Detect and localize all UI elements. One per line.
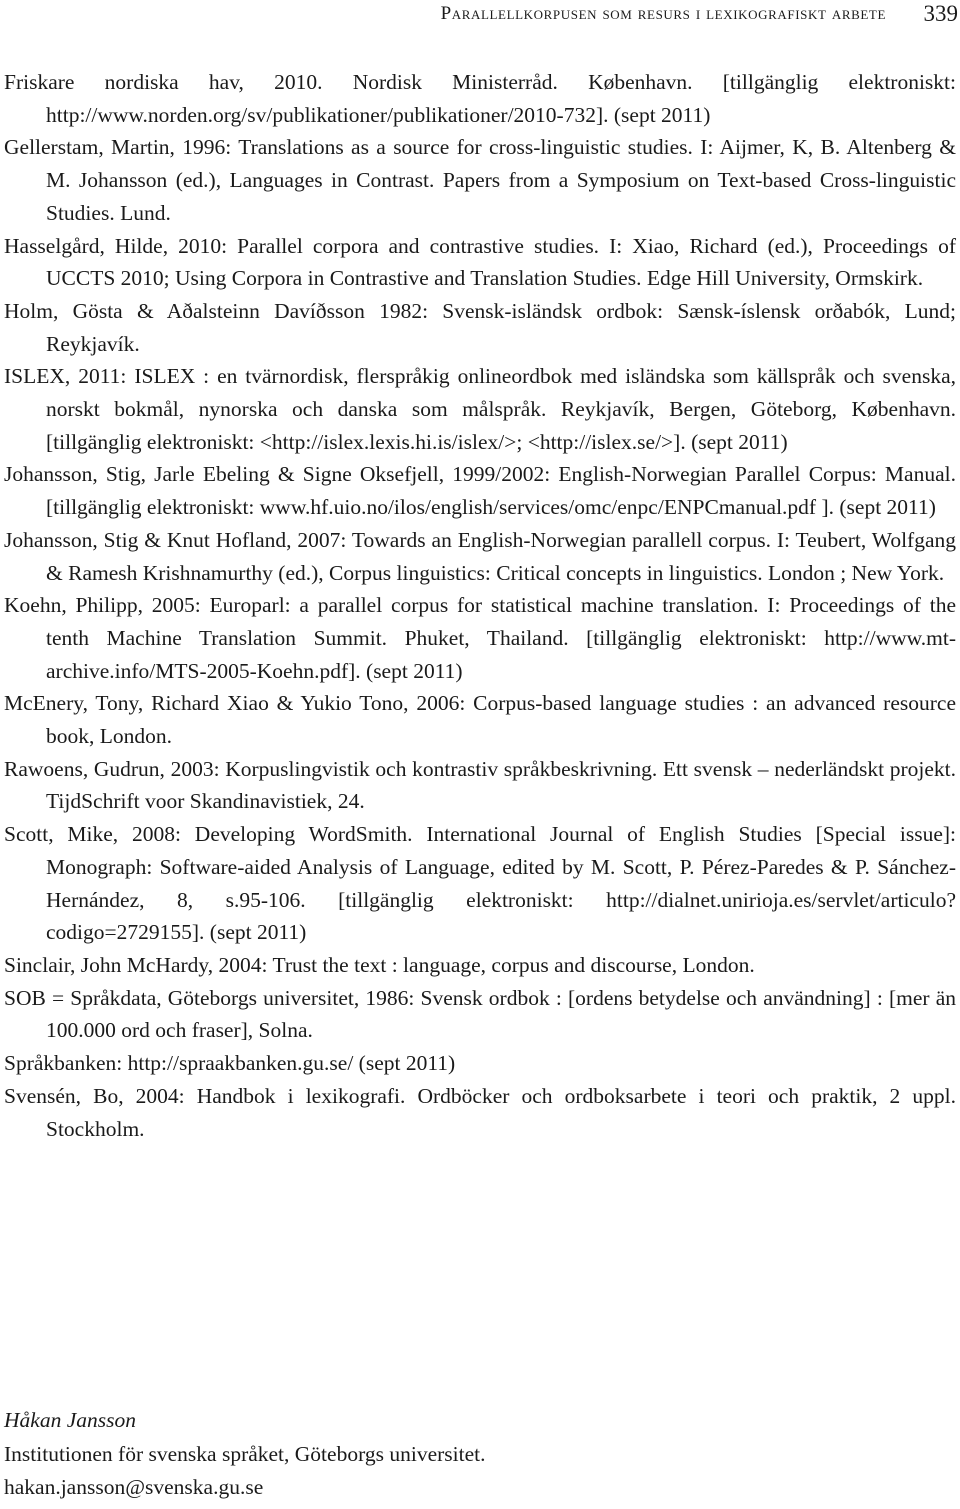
page-number: 339 (923, 1, 958, 26)
reference-list (4, 66, 956, 1145)
reference-entry: Holm, Gösta & Aðalsteinn Davíðsson 1982: Svensk-isländsk ordbok: Sænsk-íslensk orðabók, Lund; Reykjavík. (4, 298, 956, 356)
author-signature (4, 1404, 904, 1505)
reference-entry: SOB = Språkdata, Göteborgs universitet, 1986: Svensk ordbok : [ordens betydelse och användning] : [mer än 100.000 ord och fraser], Solna. (4, 985, 956, 1043)
reference-entry: ISLEX, 2011: ISLEX : en tvärnordisk, flerspråkig onlineordbok med isländska som källspråk och svenska, norskt bokmål, nynorska och danska som målspråk. Reykjavík, Bergen, Göteborg, København. [tillgänglig elektroniskt: <http://islex.lexis.hi.is/islex/>; <http://islex.se/>]. (sept 2011) (4, 364, 956, 454)
author-name: Håkan Jansson (4, 1408, 136, 1432)
reference-entry: Sinclair, John McHardy, 2004: Trust the text : language, corpus and discourse, London. (4, 952, 755, 977)
reference-entry: Svensén, Bo, 2004: Handbok i lexikografi. Ordböcker och ordboksarbete i teori och praktik, 2 uppl. Stockholm. (4, 1083, 956, 1141)
reference-entry: Gellerstam, Martin, 1996: Translations as a source for cross-linguistic studies. I: Aijmer, K, B. Altenberg & M. Johansson (ed.), Languages in Contrast. Papers from a Symposium on Text-based Cross-linguistic Studies. Lund. (4, 135, 956, 225)
reference-entry: Språkbanken: http://spraakbanken.gu.se/ (sept 2011) (4, 1051, 456, 1076)
reference-entry: Friskare nordiska hav, 2010. Nordisk Ministerråd. København. [tillgänglig elektroniskt: http://www.norden.org/sv/publikationer/publikationer/2010-732]. (sept 2011) (4, 70, 956, 127)
reference-entry: McEnery, Tony, Richard Xiao & Yukio Tono, 2006: Corpus-based language studies : an advanced resource book, London. (4, 691, 956, 749)
author-affiliation: Institutionen för svenska språket, Göteborgs universitet. (4, 1441, 486, 1466)
reference-entry: Johansson, Stig & Knut Hofland, 2007: Towards an English-Norwegian parallell corpus. I: Teubert, Wolfgang & Ramesh Krishnamurthy (ed.), Corpus linguistics: Critical concepts in linguistics. London ; New York. (4, 527, 956, 585)
running-header (0, 1, 960, 33)
reference-entry: Rawoens, Gudrun, 2003: Korpuslingvistik och kontrastiv språkbeskrivning. Ett svensk – nederländskt projekt. TijdSchrift voor Skandinavistiek, 24. (4, 756, 956, 814)
author-email: hakan.jansson@svenska.gu.se (4, 1475, 264, 1499)
reference-entry: Scott, Mike, 2008: Developing WordSmith. International Journal of English Studies [Special issue]: Monograph: Software-aided Analysis of Language, edited by M. Scott, P. Pérez-Paredes & P. Sánchez-Hernández, 8, s.95-106. [tillgänglig elektroniskt: http://dialnet.unirioja.es/servlet/articulo?codigo=2729155]. (sept 2011) (4, 822, 956, 945)
reference-entry: Koehn, Philipp, 2005: Europarl: a parallel corpus for statistical machine translation. I: Proceedings of the tenth Machine Translation Summit. Phuket, Thailand. [tillgänglig elektroniskt: http://www.mt-archive.info/MTS-2005-Koehn.pdf]. (sept 2011) (4, 593, 956, 683)
reference-entry: Hasselgård, Hilde, 2010: Parallel corpora and contrastive studies. I: Xiao, Richard (ed.), Proceedings of UCCTS 2010; Using Corpora in Contrastive and Translation Studies. Edge Hill University, Ormskirk. (4, 233, 956, 291)
reference-entry: Johansson, Stig, Jarle Ebeling & Signe Oksefjell, 1999/2002: English-Norwegian Parallel Corpus: Manual. [tillgänglig elektroniskt: www.hf.uio.no/ilos/english/services/omc/enpc/ENPCmanual.pdf ]. (sept 2011) (4, 462, 956, 520)
running-title: Parallellkorpusen som resurs i lexikografiskt arbete (440, 3, 886, 24)
